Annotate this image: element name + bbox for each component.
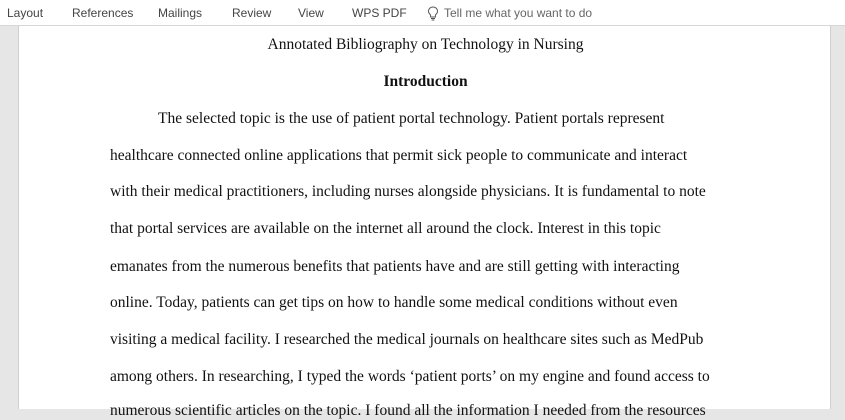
document-page[interactable] bbox=[18, 26, 831, 419]
paragraph-line: that portal services are available on the internet all around the clock. Interest in this topic bbox=[110, 220, 661, 237]
paragraph-line: online. Today, patients can get tips on how to handle some medical conditions without even bbox=[110, 294, 678, 311]
paragraph-line: The selected topic is the use of patient portal technology. Patient portals represent bbox=[158, 110, 665, 127]
paragraph-line: visiting a medical facility. I researched the medical journals on healthcare sites such as MedPub bbox=[110, 331, 704, 348]
paragraph-line: emanates from the numerous benefits that patients have and are still getting with interacting bbox=[110, 258, 680, 275]
paragraph-line: among others. In researching, I typed the words ‘patient ports’ on my engine and found access to bbox=[110, 368, 710, 385]
tab-view[interactable]: View bbox=[298, 6, 324, 20]
document-heading: Introduction bbox=[383, 73, 468, 90]
tab-mailings[interactable]: Mailings bbox=[158, 6, 203, 20]
tell-me-search[interactable] bbox=[427, 0, 592, 26]
paragraph-line: healthcare connected online applications that permit sick people to communicate and interact bbox=[110, 147, 688, 164]
lightbulb-icon bbox=[427, 6, 439, 21]
tab-wps-pdf[interactable]: WPS PDF bbox=[352, 6, 407, 20]
paragraph-line: numerous scientific articles on the topic. I found all the information I needed from the resources bbox=[110, 402, 706, 419]
tell-me-placeholder: Tell me what you want to do bbox=[444, 6, 593, 20]
tab-layout[interactable]: Layout bbox=[7, 6, 44, 20]
document-title: Annotated Bibliography on Technology in Nursing bbox=[267, 36, 584, 53]
tab-review[interactable]: Review bbox=[232, 6, 272, 20]
tab-references[interactable]: References bbox=[72, 6, 134, 20]
ribbon-tab-bar bbox=[0, 0, 845, 26]
paragraph-line: with their medical practitioners, including nurses alongside physicians. It is fundamental to note bbox=[110, 183, 706, 200]
document-canvas bbox=[0, 26, 845, 419]
